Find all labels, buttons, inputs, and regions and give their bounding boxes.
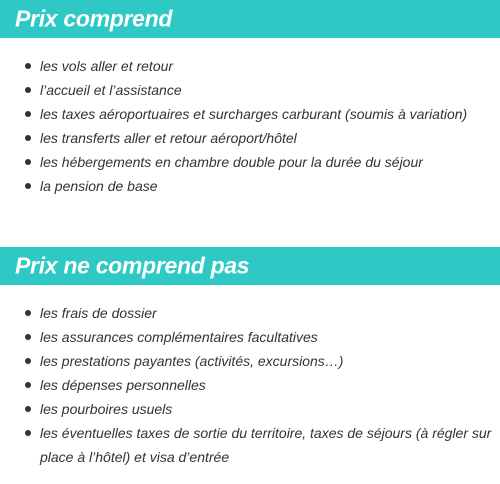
bullet-icon <box>25 310 31 316</box>
list-item <box>0 325 500 349</box>
list-item-text: les dépenses personnelles <box>40 377 206 393</box>
bullet-icon <box>25 382 31 388</box>
bullet-icon <box>25 406 31 412</box>
bullet-icon <box>25 111 31 117</box>
list-item-text: les hébergements en chambre double pour la durée du séjour <box>40 154 423 170</box>
list-item <box>0 301 500 325</box>
list-item-text: les éventuelles taxes de sortie du territoire, taxes de séjours (à régler sur place à l’hôtel) et visa d’entrée <box>40 425 492 465</box>
list-item <box>0 373 500 397</box>
list-item-text: les assurances complémentaires facultatives <box>40 329 318 345</box>
list-item <box>0 54 500 78</box>
list-item <box>0 174 500 198</box>
list-price-excludes <box>0 301 500 469</box>
list-item-text: la pension de base <box>40 178 158 194</box>
bullet-icon <box>25 87 31 93</box>
list-price-includes <box>0 54 500 198</box>
bullet-icon <box>25 63 31 69</box>
list-item <box>0 421 500 469</box>
list-item-text: les frais de dossier <box>40 305 157 321</box>
list-item <box>0 78 500 102</box>
list-item-text: l’accueil et l’assistance <box>40 82 182 98</box>
bullet-icon <box>25 183 31 189</box>
section-header-price-includes <box>0 0 500 38</box>
list-item <box>0 102 500 126</box>
section-title-price-excludes: Prix ne comprend pas <box>15 252 250 279</box>
list-item-text: les pourboires usuels <box>40 401 173 417</box>
list-item-text: les prestations payantes (activités, excursions…) <box>40 353 344 369</box>
list-item-text: les transferts aller et retour aéroport/hôtel <box>40 130 297 146</box>
list-item-text: les vols aller et retour <box>40 58 174 74</box>
list-item <box>0 349 500 373</box>
list-item <box>0 397 500 421</box>
bullet-icon <box>25 334 31 340</box>
section-header-price-excludes <box>0 247 500 285</box>
list-item <box>0 126 500 150</box>
bullet-icon <box>25 135 31 141</box>
section-title-price-includes: Prix comprend <box>15 5 173 32</box>
list-item-text: les taxes aéroportuaires et surcharges carburant (soumis à variation) <box>40 106 468 122</box>
bullet-icon <box>25 358 31 364</box>
bullet-icon <box>25 159 31 165</box>
bullet-icon <box>25 430 31 436</box>
list-item <box>0 150 500 174</box>
